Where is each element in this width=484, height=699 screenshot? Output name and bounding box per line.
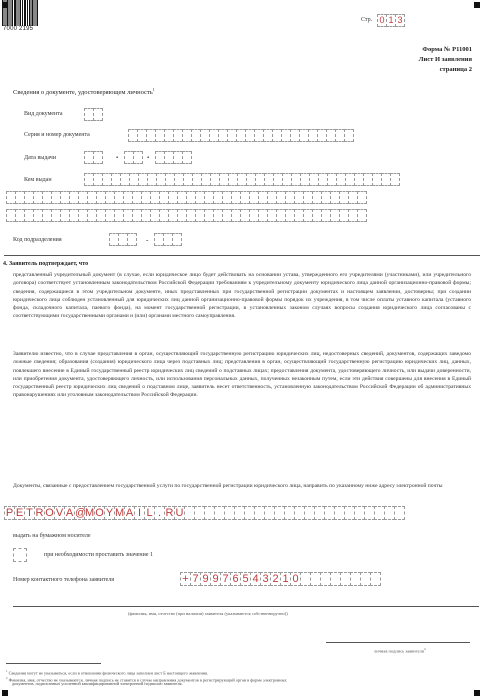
issue-year-field[interactable] <box>155 151 191 164</box>
phone-field[interactable] <box>180 572 380 586</box>
email-char-cell[interactable]: M <box>115 507 125 519</box>
email-char-cell[interactable]: R <box>35 507 44 519</box>
form-number: Форма № Р11001 <box>422 46 472 53</box>
phone-char-cell[interactable]: 9 <box>210 572 221 586</box>
email-char-cell[interactable]: A <box>125 507 134 519</box>
issued-by-field-row2[interactable] <box>6 191 366 204</box>
email-char-cell[interactable]: O <box>95 507 104 519</box>
paper-delivery-label: выдать на бумажном носителе <box>13 533 91 539</box>
email-char-cell[interactable]: T <box>24 506 35 520</box>
series-number-label: Серия и номер документа <box>24 132 90 138</box>
char-cell[interactable] <box>357 209 367 222</box>
form-page-label: страница 2 <box>439 66 472 73</box>
phone-char-cell[interactable]: 4 <box>250 572 261 586</box>
email-char-cell[interactable]: V <box>55 507 64 519</box>
phone-char-cell[interactable]: + <box>180 572 191 586</box>
section4-title: 4. Заявитель подтверждает, что <box>3 261 89 267</box>
phone-char-cell[interactable]: 6 <box>230 572 241 586</box>
form-header <box>419 45 472 75</box>
date-separator: . <box>147 150 150 160</box>
email-char-cell[interactable]: @ <box>75 507 87 519</box>
page-digit: 1 <box>386 14 396 27</box>
issued-by-field-row1[interactable] <box>84 173 399 186</box>
paper-delivery-note: при необходимости проставить значение 1 <box>44 552 153 558</box>
section-divider <box>4 255 480 256</box>
phone-char-cell[interactable]: 5 <box>240 572 251 586</box>
email-char-cell[interactable]: . <box>154 506 165 520</box>
document-section-title: Сведения о документе, удостоверяющем личность$^1$ <box>13 87 155 97</box>
email-char-cell[interactable]: E <box>15 507 24 519</box>
issue-month-field[interactable] <box>124 151 142 164</box>
registration-mark <box>2 2 8 8</box>
phone-char-cell[interactable]: 1 <box>280 572 291 586</box>
doc-type-field[interactable] <box>84 108 102 121</box>
phone-char-cell[interactable]: 2 <box>270 572 281 586</box>
email-char-cell[interactable]: A <box>65 507 74 519</box>
page-number-label: Стр. <box>361 17 373 23</box>
series-number-field[interactable] <box>128 129 353 142</box>
phone-char-cell[interactable]: 9 <box>200 572 211 586</box>
issued-by-label: Кем выдан <box>24 177 52 183</box>
section4-paragraph-1: представленный учредительный документ (в случае, если юридическое лицо будет действовать на основании устава, утвержденного его учредителями (участниками), или учредительного договора) соответствует установленным законодательством Российской Федерации требованиям к учредительному документу юридического лица данной организационно-правовой формы; сведения, содержащиеся в этом учредительном документе, иных представленных при государственной регистрации документах и настоящем заявлении, достоверны; при создании юридического лица соблюден установленный для юридических лиц данной организационно-правовой формы порядок их учреждения, в том числе оплаты уставного капитала (уставного фонда, складочного капитала, паевого фонда), на момент государственной регистрации, в установленных законом случаях вопросы создания юридического лица согласованы с соответствующими государственными органами и (или) органами местного самоуправления. <box>13 272 471 320</box>
page-digit: 0 <box>377 14 387 27</box>
phone-char-cell[interactable]: 7 <box>190 572 201 586</box>
registration-mark <box>474 690 480 696</box>
paper-delivery-checkbox[interactable] <box>13 548 27 562</box>
email-char-cell[interactable]: L <box>144 506 155 520</box>
issue-day-field[interactable] <box>84 151 102 164</box>
signature-caption: личная подпись заявителя$^2$ <box>374 647 426 654</box>
email-char-cell[interactable]: U <box>175 507 184 519</box>
page-digit: 3 <box>395 14 405 27</box>
signature-line <box>326 642 470 643</box>
date-separator: . <box>116 150 119 160</box>
division-code-part2[interactable] <box>154 233 181 246</box>
issue-date-label: Дата выдачи <box>24 155 57 161</box>
division-code-dash: - <box>146 236 149 244</box>
registration-mark <box>474 2 480 8</box>
section4-paragraph-3: Документы, связанные с предоставлением государственной услуги по государственной регистрации юридического лица, направить по указанному ниже адресу электронной почты <box>13 483 443 489</box>
email-char-cell[interactable]: M <box>85 507 95 519</box>
registration-mark <box>2 690 8 696</box>
footnote-2-continued: документов, подписанных усиленной квалифицированной электронной подписью заявителя. <box>12 681 183 686</box>
section4-paragraph-2: Заявителю известно, что в случае представления в орган, осуществляющий государственную регистрацию юридических лиц, недостоверных сведений, документов, содержащих заведомо ложные сведения; образования (создания) юридического лица через подставных лиц; представления в орган, осуществляющий государственную регистрацию юридических лиц, данных, повлекшего внесение в Единый государственный реестр юридических лиц сведений о подставных лицах; предоставления документа, удостоверяющего личность, или выдачи доверенности, или приобретения документа, удостоверяющего личность, или использования персональных данных, полученных незаконным путем, если эти действия совершены для внесения в Единый государственный реестр юридических лиц сведений о подставном лице, заявитель несет ответственность, установленную законодательством Российской Федерации об административных правонарушениях или уголовным законодательством Российской Федерации. <box>13 351 471 399</box>
footnote-divider <box>6 663 101 664</box>
phone-label: Номер контактного телефона заявителя <box>13 577 114 583</box>
email-char-cell[interactable]: R <box>165 507 174 519</box>
name-line <box>13 606 479 607</box>
email-field[interactable] <box>4 506 404 520</box>
page-number-cells <box>377 14 404 27</box>
phone-char-cell[interactable] <box>370 572 381 586</box>
doc-type-label: Вид документа <box>24 111 63 117</box>
division-code-part1[interactable] <box>109 233 136 246</box>
char-cell[interactable] <box>344 129 354 142</box>
char-cell[interactable] <box>390 173 400 186</box>
issued-by-field-row3[interactable] <box>6 209 366 222</box>
division-code-label: Код подразделения <box>13 237 62 243</box>
email-char-cell[interactable]: I <box>134 506 145 520</box>
form-sheet: Лист И заявления <box>418 56 472 63</box>
phone-char-cell[interactable]: 3 <box>260 572 271 586</box>
email-char-cell[interactable]: Y <box>105 507 114 519</box>
email-char-cell[interactable]: P <box>5 507 14 519</box>
char-cell[interactable] <box>357 191 367 204</box>
email-char-cell[interactable] <box>394 506 405 520</box>
phone-char-cell[interactable]: 0 <box>290 572 301 586</box>
name-caption: (фамилия, имя, отчество (при наличии) заявителя (указываются собственноручно)) <box>128 611 288 616</box>
phone-char-cell[interactable]: 7 <box>220 572 231 586</box>
barcode-number: 7000 2195 <box>3 26 34 32</box>
footnote-1: $^1$ Сведения могут не указываться, если в отношении физического лица заполнен лист Б настоящего заявления. <box>6 669 209 676</box>
email-char-cell[interactable]: O <box>45 507 54 519</box>
footnote-2: $^2$ Фамилия, имя, отчество не указываются, личная подпись не ставится в случае направления документов в регистрирующий орган в форме электронных <box>6 676 287 683</box>
